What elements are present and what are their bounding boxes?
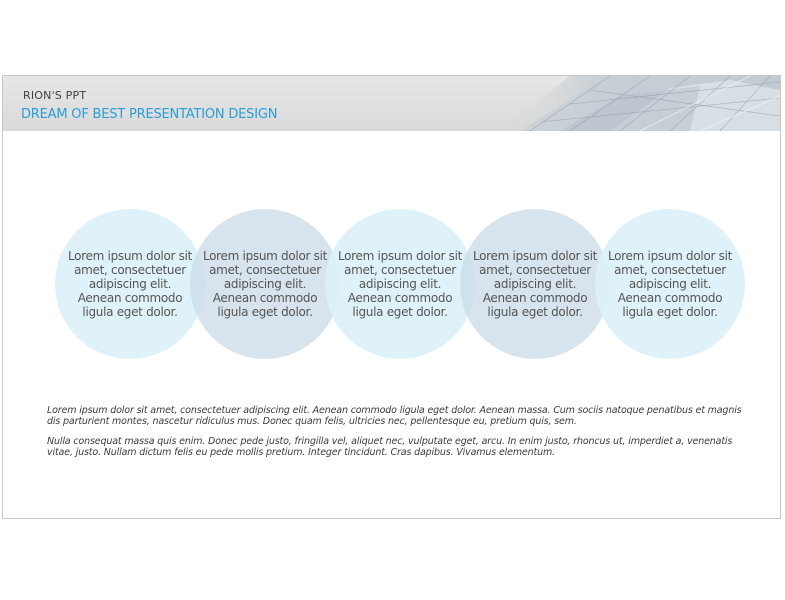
circle-text: Lorem ipsum dolor sit amet, consectetuer adipiscing elit. Aenean commodo ligula eget dolor. — [472, 249, 598, 319]
slide — [2, 75, 781, 519]
circle-text: Lorem ipsum dolor sit amet, consectetuer adipiscing elit. Aenean commodo ligula eget dolor. — [337, 249, 463, 319]
circle-item-3 — [325, 209, 475, 359]
circle-text: Lorem ipsum dolor sit amet, consectetuer adipiscing elit. Aenean commodo ligula eget dolor. — [67, 249, 193, 319]
circle-item-1 — [55, 209, 205, 359]
circle-item-2 — [190, 209, 340, 359]
circle-text: Lorem ipsum dolor sit amet, consectetuer adipiscing elit. Aenean commodo ligula eget dolor. — [607, 249, 733, 319]
circle-item-5 — [595, 209, 745, 359]
body-paragraph-2: Nulla consequat massa quis enim. Donec pede justo, fringilla vel, aliquet nec, vulputate eget, arcu. In enim justo, rhoncus ut, imperdiet a, venenatis vitae, justo. Nullam dictum felis eu pede mollis pretium. Integer tincidunt. Cras dapibus. Vivamus elementum. — [47, 436, 733, 458]
tagline: DREAM OF BEST PRESENTATION DESIGN — [21, 107, 278, 122]
circle-item-4 — [460, 209, 610, 359]
circle-text: Lorem ipsum dolor sit amet, consectetuer adipiscing elit. Aenean commodo ligula eget dolor. — [202, 249, 328, 319]
brand-title: RION'S PPT — [23, 89, 87, 102]
body-paragraph-1: Lorem ipsum dolor sit amet, consectetuer adipiscing elit. Aenean commodo ligula eget dolor. Aenean massa. Cum sociis natoque penatibus et magnis dis parturient montes, nascetur ridiculus mus. Donec quam felis, ultricies nec, pellentesque eu, pretium quis, sem. — [47, 405, 742, 427]
